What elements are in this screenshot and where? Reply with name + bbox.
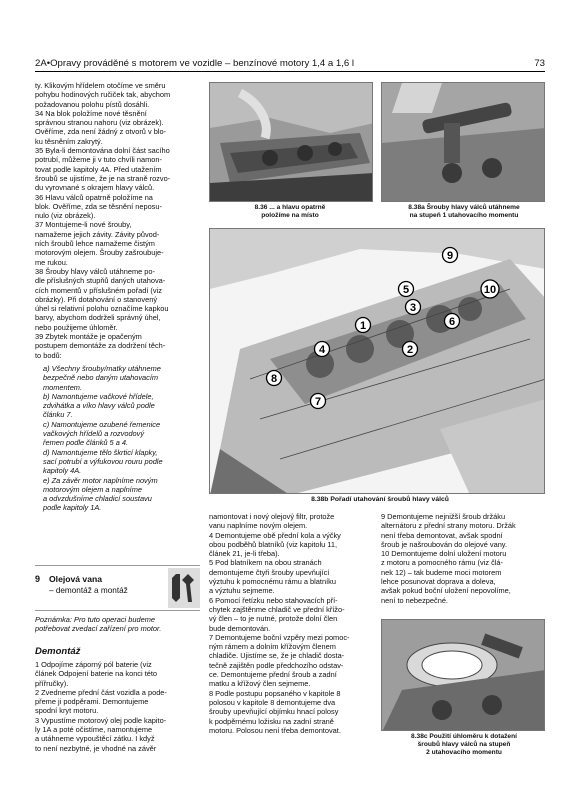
right-column [381, 512, 545, 605]
text-line: obrázky). Při dotahování o stanovený [35, 294, 158, 304]
text-line: postupem demontáže za dodržení těch- [35, 341, 166, 351]
text-line: nek 12) – tak budeme moci motorem [381, 567, 502, 577]
text-line: 6 Pomocí řetízku nebo stahovacích pří- [209, 595, 338, 605]
text-line: přeme ji podpěrami. Demontujeme [35, 697, 149, 707]
text-line: potrubí, můžeme ji v tuto chvíli namon- [35, 155, 162, 165]
caption-line: šroubů hlavy válců na stupeň [417, 741, 511, 748]
svg-text:8: 8 [270, 373, 278, 385]
italic-item-line: zdvihátka a víko hlavy válců podle [43, 401, 155, 411]
text-line: demontujeme čtyři šrouby upevňující [209, 567, 330, 577]
text-line: nebo použijeme úhloměr. [35, 322, 118, 332]
text-line: motoru. Polosou není třeba demontovat. [209, 725, 341, 735]
text-line: správnou stranou nahoru (viz obrázek). [35, 118, 164, 128]
caption-line: 2 utahovacího momentu [426, 749, 502, 756]
caption-8-38b [215, 496, 545, 504]
text-line: Poznámka: Pro tuto operaci budeme [35, 615, 155, 624]
text-line: přířručky). [35, 678, 69, 688]
demontaz-heading: Demontáž [35, 646, 81, 657]
text-line: není třeba demontovat, avšak spodní [381, 530, 503, 540]
text-line: článek Odpojení baterie na konci této [35, 669, 158, 679]
caption-8-38a [386, 204, 542, 220]
text-line: 3 Vypustíme motorový olej podle kapito- [35, 715, 167, 725]
page-number: 73 [534, 58, 545, 69]
bolt-number-4 [315, 342, 330, 357]
text-line: du vyrovnané s okrajem hlavy válců. [35, 183, 155, 193]
italic-item-line: podle kapitoly 1A. [43, 503, 102, 513]
bolt-number-10 [481, 280, 499, 298]
italic-item-line: e) Za závěr motor naplníme novým [43, 475, 158, 485]
italic-item-line: vačkových hřídelů a rozvodový [43, 429, 145, 439]
italic-item-line: bezpečně nebo daným utahovacím [43, 373, 159, 383]
caption-8-38c [386, 733, 542, 757]
text-line: bude demontován. [209, 623, 271, 633]
text-line: 36 Hlavu válců opatrně položíme na [35, 192, 153, 202]
text-line: ly 1A a poté očistíme, namontujeme [35, 725, 153, 735]
caption-line: položíme na místo [261, 212, 319, 219]
text-line: 34 Na blok položíme nové těsnění [35, 108, 147, 118]
text-line: k podpěrnému ložisku na zadní straně [209, 716, 334, 726]
text-line: z motoru a pomocného rámu (viz člá- [381, 558, 503, 568]
left-column-bottom [35, 660, 201, 753]
text-line: polosou v kapitole 8 demontujeme dva [209, 697, 336, 707]
text-line: šrouby upevňující objímku hnací polosy [209, 707, 339, 717]
italic-item-line: sací potrubí a výfukovou rouru podle [43, 456, 163, 466]
svg-text:6: 6 [448, 316, 456, 328]
middle-column [209, 512, 375, 735]
bolt-number-6 [445, 314, 460, 329]
photo-8-36 [209, 82, 373, 202]
svg-text:10: 10 [483, 284, 497, 296]
text-line: to bodů: [35, 350, 62, 360]
text-line: chytek zajštěnme chladič ve přední křížo- [209, 604, 345, 614]
italic-item-line: řemen podle článků 5 a 4. [43, 438, 129, 448]
section-number: 9 [35, 574, 41, 584]
svg-text:9: 9 [446, 250, 454, 262]
tool-icon [168, 568, 200, 608]
bolt-number-9 [443, 248, 458, 263]
page-header [35, 56, 545, 72]
text-line: 7 Demontujeme boční vzpěry mezi pomoc- [209, 632, 350, 642]
text-line: me rukou. [35, 257, 68, 267]
text-line: motorovým olejem. Šrouby zašroubuje- [35, 248, 164, 258]
text-line: vý člen – to je nutné, protože dolní člen [209, 614, 338, 624]
bolt-number-5 [399, 282, 414, 297]
bolt-number-3 [406, 300, 421, 315]
section-9-heading [35, 565, 200, 611]
italic-item-line: c) Namontujeme ozubené řemenice [43, 419, 161, 429]
svg-text:4: 4 [318, 344, 326, 356]
text-line: 35 Byla-li demontována dolní část sacího [35, 146, 170, 156]
left-column-top [35, 81, 201, 360]
text-line: avšak pokud boční uložení nepovolíme, [381, 586, 511, 596]
text-line: a utáhneme vypouštěcí zátku. I když [35, 734, 155, 744]
text-line: není to nebezpečné. [381, 595, 448, 605]
bolt-number-1 [356, 318, 371, 333]
text-line: ty. Klikovým hřídelem otočíme ve směru [35, 81, 166, 90]
note [35, 615, 201, 634]
caption-line: 8.38c Použití úhloměru k dotažení [411, 733, 517, 740]
italic-item-line: a) Všechny šrouby/matky utáhneme [43, 364, 161, 373]
text-line: 2 Zvedneme přední část vozidla a pode- [35, 687, 167, 697]
text-line: Ověříme, zda není žádný z otvorů v blo- [35, 127, 167, 137]
text-line: ným rámem a dolním křížovým členem [209, 642, 336, 652]
text-line: tovat podle kapitoly 4A. Před utažením [35, 164, 162, 174]
bolt-number-8 [267, 371, 282, 386]
section-subtitle: – demontáž a montáž [49, 586, 128, 595]
italic-item-line: a odvzdušníme chladicí soustavu [43, 494, 152, 504]
text-line: 4 Demontujeme obě přední kola a výčky [209, 530, 341, 540]
italic-item-line: článku 7. [43, 410, 73, 420]
text-line: namontovat i nový olejový filtr, protože [209, 512, 335, 521]
text-line: to není nezbytné, je vhodné na závěr [35, 743, 157, 753]
text-line: úhel si relativní polohu označíme kapkou [35, 304, 169, 314]
text-line: 37 Montujeme-li nové šrouby, [35, 220, 132, 230]
text-line: šroub je našroubován do olejové vany. [381, 539, 507, 549]
text-line: 10 Demontujeme dolní uložení motoru [381, 549, 507, 559]
text-line: dle příslušných stupňů daných utahova- [35, 276, 166, 286]
text-line: 8 Podle postupu popsaného v kapitole 8 [209, 688, 341, 698]
text-line: šroubů se ujistíme, že je na straně rozvo- [35, 173, 171, 183]
svg-text:2: 2 [406, 344, 414, 356]
caption-line: 8.38a Šrouby hlavy válců utáhneme [408, 204, 520, 211]
bolt-number-7 [311, 394, 326, 409]
text-line: 38 Šrouby hlavy válců utáhneme po- [35, 266, 155, 276]
text-line: 9 Demontujeme nejnižší šroub držáku [381, 512, 506, 521]
text-line: článek 21, je-li třeba). [209, 549, 280, 559]
svg-text:3: 3 [409, 302, 417, 314]
text-line: a výztuhu sejmeme. [209, 586, 275, 596]
running-title: 2A•Opravy prováděné s motorem ve vozidle – benzínové motory 1,4 a 1,6 l [35, 58, 355, 69]
text-line: 39 Zbytek montáže je opačeným [35, 332, 142, 342]
photo-8-38c [381, 619, 545, 731]
text-line: požadovanou polohu pístů dosáhli. [35, 99, 150, 109]
text-line: výztuhu k pomocnému rámu a blatníku [209, 577, 336, 587]
photo-8-38a [381, 82, 545, 202]
text-line: vanu naplníme novým olejem. [209, 521, 308, 531]
caption-line: 8.36 ... a hlavu opatrně [254, 204, 326, 211]
text-line: 1 Odpojíme záporný pól baterie (viz [35, 660, 152, 669]
text-line: obou podběhů blatníků (viz kapitolu 11, [209, 539, 338, 549]
text-line: 5 Pod blatníkem na obou stranách [209, 558, 322, 568]
text-line: ce. Demontujeme přední šroub a zadní [209, 670, 337, 680]
text-line: matku a křížový člen sejmeme. [209, 679, 311, 689]
italic-item-line: b) Namontujeme vačkové hřídele, [43, 391, 154, 401]
svg-text:7: 7 [314, 396, 322, 408]
text-line: alternátoru z přední strany motoru. Držák [381, 521, 516, 531]
italic-item-line: momentem. [43, 382, 83, 392]
text-line: cích momentů v příslušném pořadí (viz [35, 285, 162, 295]
text-line: ních šroubů lehce namažeme čistým [35, 239, 155, 249]
bolt-number-2 [403, 342, 418, 357]
caption-line: na stupeň 1 utahovacího momentu [409, 212, 519, 219]
text-line: chladiče. Ujistíme se, že je chladič dosta- [209, 651, 345, 661]
text-line: spodní kryt motoru. [35, 706, 99, 716]
italic-item-line: d) Namontujeme tělo škrticí klapky, [43, 447, 158, 457]
caption-line: 8.38b Pořadí utahování šroubů hlavy válců [311, 496, 449, 503]
section-title: Olejová vana [49, 574, 103, 584]
text-line: pohybu hodinových ručiček tak, abychom [35, 90, 171, 100]
italic-list [35, 364, 201, 513]
text-line: tečně zajištěn podle předchozího odstav- [209, 660, 344, 670]
caption-8-36 [215, 204, 365, 220]
photo-8-38b [209, 228, 545, 494]
text-line: ku těsněním zakrytý. [35, 136, 103, 146]
text-line: nulo (viz obrázek). [35, 211, 96, 221]
text-line: lehce posunovat doprava a doleva, [381, 577, 496, 587]
text-line: blok. Ověříme, zda se těsnění neposu- [35, 201, 162, 211]
text-line: potřebovat zvedací zařízení pro motor. [35, 624, 162, 634]
text-line: barvy, abychom dodrželi správný úhel, [35, 313, 161, 323]
italic-item-line: motorovým olejem a naplníme [43, 484, 142, 494]
italic-item-line: kapitoly 4A. [43, 466, 82, 476]
text-line: namažeme jejich závity. Závity původ- [35, 229, 160, 239]
svg-text:1: 1 [359, 320, 367, 332]
svg-text:5: 5 [402, 284, 410, 296]
